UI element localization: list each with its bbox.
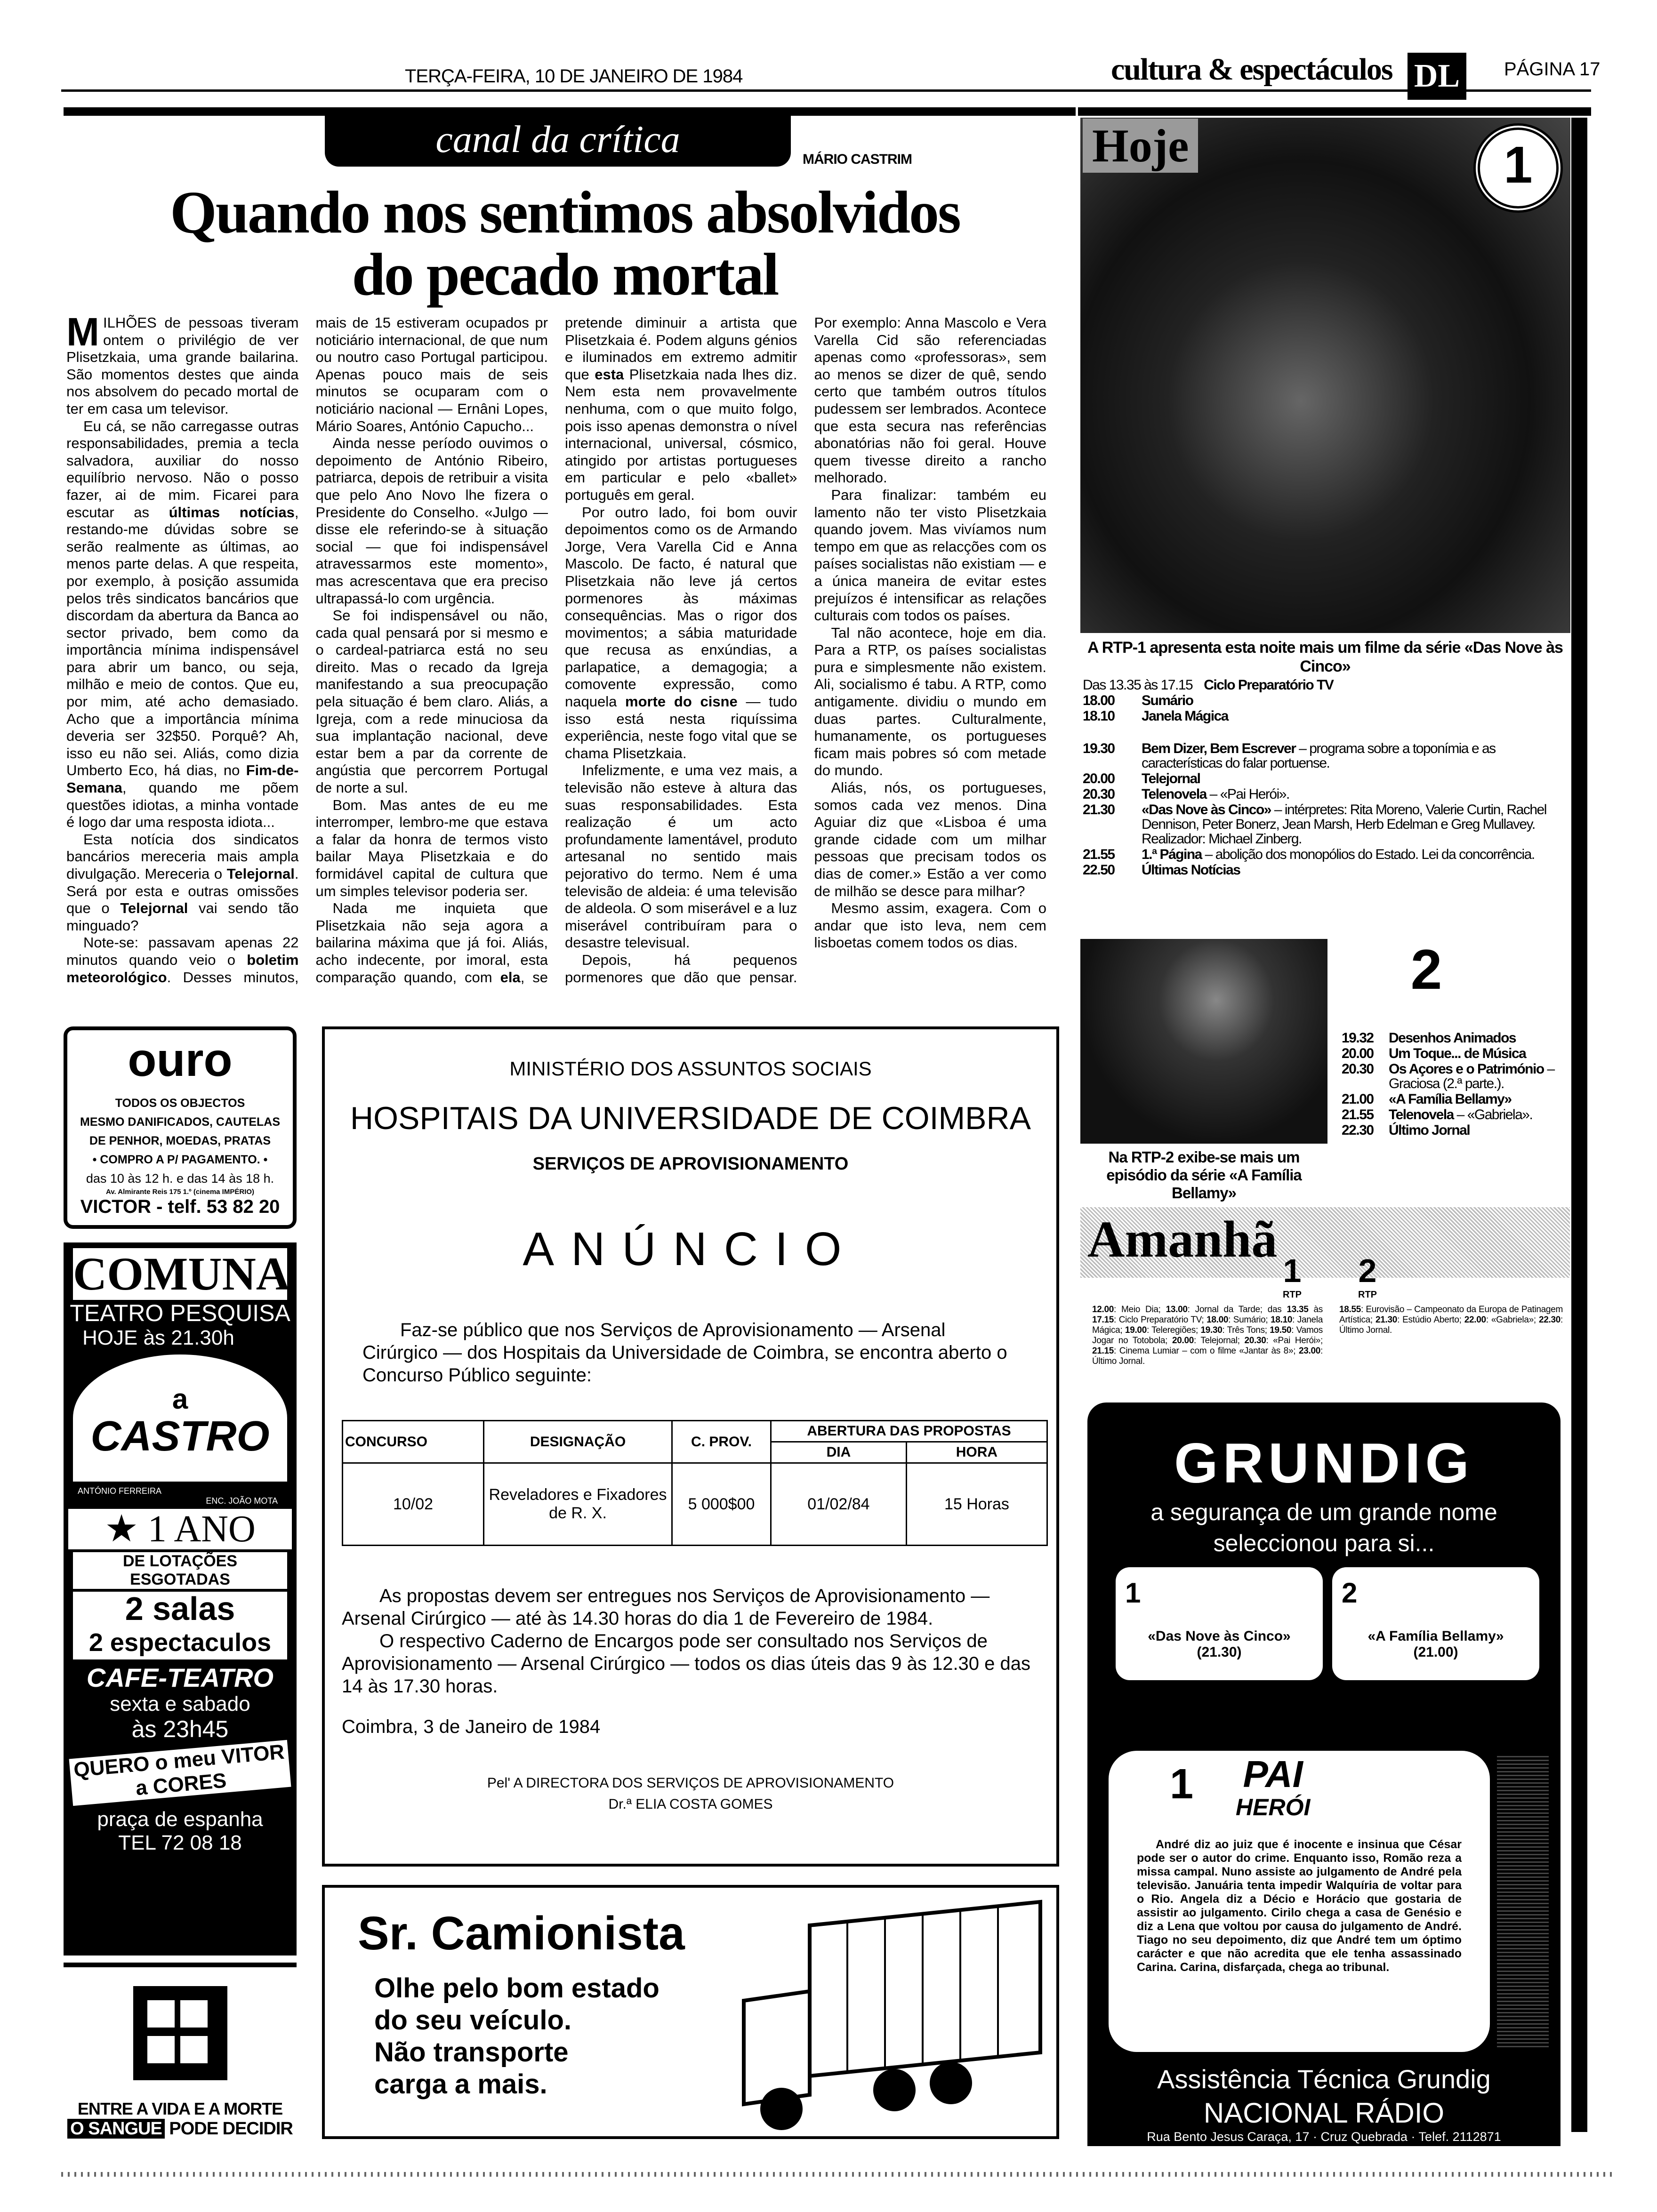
truck-icon bbox=[739, 1897, 1050, 2132]
text-run: Aliás, nós, os portugueses, somos cada vez menos. Dina Aguiar diz que «Lisboa é uma grande cidade com um milhar pessoas que precisam todos os dias de comer.» Estão a ver como de milhão se desce para milhar? bbox=[814, 779, 1046, 899]
grundig-brand: GRUNDIG bbox=[1174, 1432, 1474, 1495]
bold-run: 18.10 bbox=[1271, 1315, 1293, 1325]
rtp2-caption: Na RTP-2 exibe-se mais um episódio da série «A Família Bellamy» bbox=[1106, 1148, 1302, 1202]
text-run: Infelizmente, e uma vez mais, a televisão não esteve à altura das suas responsabilidades. Esta realização é um acto profundamente lamentável, produto artesanal no sentido mais pejorativo do termo. Nem é uma televisão de aldeia: é uma televisão de aldeola. O som miserável e a luz miserável contribuíram para o desastre televisual. bbox=[565, 762, 797, 951]
show2: QUERO o meu VITOR a CORES bbox=[69, 1740, 291, 1806]
listing-title: Um Toque... de Música bbox=[1389, 1046, 1526, 1061]
text-run: Se foi indispensável ou não, cada qual pensará por si mesmo e o cardeal-patriarca está no seu direito. Mas o recado da Igreja manifestando a sua preocupação pela situação é bem claro. Aliás, a Igreja, com a rede minuciosa da sua implantação nacional, deve estar bem a par da corrente de angústia que percorrem Portugal de norte a sul. bbox=[315, 607, 548, 796]
rtp1-listings bbox=[1083, 678, 1568, 878]
ministry: MINISTÉRIO DOS ASSUNTOS SOCIAIS bbox=[509, 1058, 872, 1080]
time: às 23h45 bbox=[131, 1716, 229, 1742]
listing-desc: – Graciosa (2.ª parte.). bbox=[1389, 1061, 1554, 1091]
listing-content bbox=[1142, 802, 1568, 846]
listing-time: 21.55 bbox=[1083, 847, 1115, 862]
listing-row bbox=[1083, 847, 1568, 862]
public-tender-notice bbox=[322, 1026, 1059, 1867]
ad-line: Não transporte bbox=[374, 2037, 569, 2068]
ad-when: HOJE às 21.30h bbox=[82, 1326, 234, 1349]
bold-run: 17.15 bbox=[1092, 1315, 1114, 1325]
ad-address: Av. Almirante Reis 175 1.º (cinema IMPÉRIO) bbox=[105, 1188, 255, 1196]
text-run: ILHÕES de pessoas tiveram ontem o privilégio de ver Plisetzkaia, uma grande bailarina. São momentos destes que ainda nos absolvem do pecado mortal de ter em casa um televisor. bbox=[66, 314, 299, 417]
logo-number: 1 bbox=[1283, 1252, 1302, 1289]
pick-title: «Das Nove às Cinco» bbox=[1148, 1628, 1291, 1644]
signer-name: Dr.ª ELIA COSTA GOMES bbox=[608, 1796, 773, 1812]
castro-logo bbox=[73, 1354, 287, 1482]
text-run: Depois, há pequenos pormenores que dão que pensar. Por exemplo: Anna Mascolo e Vera Varella Cid são referenciadas apenas como «professoras», sem ao menos se dizer de quê, sendo certo que também outros títulos pudessem ser lembrados. Acontece que esta secura nas referências abonatórias não foi geral. Houve quem tivesse direito a rancho melhorado. bbox=[565, 314, 1046, 986]
article-paragraph bbox=[316, 607, 548, 797]
col-subheader: HORA bbox=[906, 1442, 1047, 1463]
listing-content bbox=[1142, 771, 1200, 786]
listing-title: Telenovela bbox=[1142, 786, 1207, 802]
pick-rtp1 bbox=[1116, 1567, 1323, 1680]
article-body bbox=[66, 310, 1046, 997]
bold-run: 20.00 bbox=[1172, 1336, 1194, 1346]
text-run: Para finalizar: também eu lamento não ter visto Plisetzkaia quando jovem. Mas vivíamos num tempo em que as relacções com os países socialistas não existiam — e a única maneira de evitar estes prejuízos é intensificar as relações culturais com todos os países. bbox=[814, 486, 1046, 624]
listing-content bbox=[1142, 863, 1240, 877]
listing-time: 20.30 bbox=[1342, 1061, 1374, 1077]
pick-time: (21.30) bbox=[1197, 1644, 1242, 1660]
listing-row bbox=[1083, 741, 1568, 770]
col-header: ABERTURA DAS PROPOSTAS bbox=[771, 1421, 1047, 1442]
listing-time: 20.00 bbox=[1342, 1046, 1374, 1061]
pick-time: (21.00) bbox=[1413, 1644, 1458, 1660]
blood-donation-ad bbox=[64, 1963, 297, 2146]
bold-run: 19.00 bbox=[1125, 1325, 1147, 1335]
rooms-block bbox=[73, 1592, 287, 1659]
bold-run: 13.00 bbox=[1166, 1305, 1188, 1314]
credit: ENC. JOÃO MOTA bbox=[206, 1496, 278, 1506]
rtp1-logo-icon: 1 bbox=[1170, 1761, 1194, 1808]
text-run: : Ciclo Preparatório TV; bbox=[1114, 1315, 1207, 1325]
listing-time: 21.30 bbox=[1083, 802, 1115, 817]
logo-label: RTP bbox=[1358, 1290, 1377, 1300]
text-run: : Três Tons; bbox=[1222, 1325, 1270, 1335]
grundig-ad bbox=[1087, 1403, 1560, 2146]
listing-title: Bem Dizer, Bem Escrever bbox=[1142, 741, 1296, 756]
notice-body bbox=[342, 1585, 1048, 1698]
dealer-address: Rua Bento Jesus Caraça, 17 · Cruz Quebrada · Telef. 2112871 bbox=[1147, 2130, 1501, 2144]
bold-run: morte do cisne bbox=[625, 693, 738, 710]
ad-title: COMUNA bbox=[73, 1248, 290, 1300]
truck-driver-ad bbox=[322, 1885, 1059, 2139]
text-run: : Sumário; bbox=[1228, 1315, 1271, 1325]
listing-row bbox=[1342, 1107, 1563, 1122]
anniversary-text: 1 ANO bbox=[147, 1508, 256, 1550]
text-run: : Cinema Lumiar – com o filme «Jantar às 8»; bbox=[1114, 1346, 1299, 1356]
bold-run: últimas notícias bbox=[169, 504, 295, 521]
tv-screen bbox=[1109, 1751, 1490, 2052]
listing-content bbox=[1142, 693, 1193, 708]
blood-cross-icon bbox=[133, 1986, 227, 2080]
comuna-theatre-ad bbox=[64, 1242, 297, 1956]
bold-run: 12.00 bbox=[1092, 1305, 1114, 1314]
listing-desc: – abolição dos monopólios do Estado. Lei da concorrência. bbox=[1201, 847, 1535, 862]
tagline-line: seleccionou para si... bbox=[1213, 1530, 1435, 1556]
author-byline: MÁRIO CASTRIM bbox=[803, 152, 912, 167]
headline bbox=[94, 179, 1036, 308]
listing-title: «A Família Bellamy» bbox=[1389, 1091, 1512, 1107]
listing-title: Sumário bbox=[1142, 693, 1193, 708]
listing-content bbox=[1389, 1062, 1563, 1091]
listing-row bbox=[1083, 771, 1568, 786]
bottom-edge bbox=[61, 2172, 1615, 2177]
top-bar-right bbox=[1078, 107, 1591, 116]
listing-time: 20.00 bbox=[1083, 771, 1115, 786]
ad-message bbox=[374, 1972, 660, 2100]
text-run: : Jornal da Tarde; das bbox=[1187, 1305, 1287, 1314]
text-run: Por outro lado, foi bom ouvir depoimentos como os de Armando Jorge, Vera Varella Cid e Anna Mascolo. De facto, é natural que Plisetzkaia não leve já certos pormenores às máximas consequências. Mas o rigor dos movimentos; a sábia maturidade que recusa as enxúndias, a parlapatice, a demagogia; a comovente expressão, como naquela bbox=[565, 504, 797, 710]
drop-cap: M bbox=[66, 310, 99, 354]
bold-run: boletim meteorológico bbox=[66, 951, 299, 986]
ad-title: ouro bbox=[128, 1034, 233, 1086]
listing-row bbox=[1083, 802, 1568, 846]
listing-content bbox=[1389, 1046, 1526, 1061]
top-bar-left bbox=[64, 107, 1076, 116]
headline-line: do pecado mortal bbox=[352, 241, 778, 308]
ad-line-2 bbox=[64, 2119, 297, 2139]
listing-content bbox=[1204, 678, 1333, 692]
pai-heroi-logo bbox=[1236, 1755, 1310, 1821]
rtp2-photo bbox=[1080, 939, 1327, 1144]
article-paragraph bbox=[66, 418, 299, 831]
bold-run: Telejornal bbox=[120, 900, 188, 917]
listing-time: 19.30 bbox=[1083, 741, 1115, 756]
article-paragraph bbox=[814, 487, 1047, 625]
column-logo: canal da crítica bbox=[325, 116, 791, 167]
cell: 5 000$00 bbox=[672, 1463, 771, 1546]
listing-row bbox=[1342, 1123, 1563, 1138]
col-header: CONCURSO bbox=[343, 1421, 484, 1463]
ad-title: Sr. Camionista bbox=[358, 1907, 685, 1960]
ad-line: Olhe pelo bom estado bbox=[374, 1973, 660, 2004]
bold-run: 21.15 bbox=[1092, 1346, 1114, 1356]
bold-run: 18.55 bbox=[1339, 1305, 1361, 1314]
listing-row bbox=[1083, 787, 1568, 801]
today-label: Hoje bbox=[1083, 119, 1198, 173]
bold-run: 22.00 bbox=[1464, 1315, 1486, 1325]
listing-time: 22.50 bbox=[1083, 862, 1115, 878]
sold-out: DE LOTAÇÕES ESGOTADAS bbox=[73, 1552, 287, 1589]
logo-label: RTP bbox=[1283, 1290, 1302, 1300]
text-run: : «Gabriela»; bbox=[1486, 1315, 1539, 1325]
gold-buyer-ad bbox=[64, 1026, 297, 1229]
listing-title: Últimas Notícias bbox=[1142, 862, 1240, 878]
article-paragraph bbox=[565, 504, 797, 762]
rtp2-logo-number: 2 bbox=[1410, 938, 1438, 1001]
text-run: . Desses minutos, mais de 15 estiveram ocupados pr noticiário internacional, de que num ou noutro caso Portugal participou. Apenas pouco mais de seis minutos se ocuparam com o noticiário nacional — Ernâni Lopes, Mário Soares, António Capucho... bbox=[167, 314, 548, 986]
place-date: Coimbra, 3 de Janeiro de 1984 bbox=[342, 1716, 601, 1737]
bold-run: 13.35 bbox=[1287, 1305, 1309, 1314]
listing-time: Das 13.35 às 17.15 bbox=[1083, 677, 1193, 693]
text-run: Ainda nesse período ouvimos o depoimento de António Ribeiro, patriarca, depois de retribuir a visita que pelo Ano Novo lhe fizera o Presidente do Conselho. «Julgo — disse ele referindo-se à situação social — que foi indispensável atravessarmos este momento», mas acrescentava que era preciso ultrapassá-lo com urgência. bbox=[315, 435, 548, 607]
ad-subtitle: TEATRO PESQUISA bbox=[70, 1300, 290, 1326]
bold-run: esta bbox=[595, 366, 624, 383]
text-run: . Será por esta e outras omissões que o bbox=[66, 866, 299, 917]
listing-row bbox=[1083, 863, 1568, 877]
logo-word: PAI bbox=[1243, 1753, 1303, 1795]
listing-time: 19.32 bbox=[1342, 1030, 1374, 1046]
tv-control-panel bbox=[1497, 1755, 1549, 2047]
ad-contact: VICTOR - telf. 53 82 20 bbox=[80, 1196, 280, 1217]
text-run: Esta notícia dos sindicatos bancários mereceria mais ampla divulgação. Mereceria o bbox=[66, 831, 299, 882]
organization: HOSPITAIS DA UNIVERSIDADE DE COIMBRA bbox=[350, 1100, 1031, 1136]
ad-line: carga a mais. bbox=[374, 2069, 547, 2100]
bold-run: Telejornal bbox=[226, 866, 295, 882]
listing-time: 22.30 bbox=[1342, 1122, 1374, 1138]
shows: 2 espectaculos bbox=[88, 1628, 272, 1657]
listing-row bbox=[1342, 1062, 1563, 1091]
listing-time: 21.00 bbox=[1342, 1091, 1374, 1107]
col-header: DESIGNAÇÃO bbox=[484, 1421, 672, 1463]
credit: ANTÓNIO FERREIRA bbox=[78, 1486, 162, 1496]
bold-run: ela bbox=[500, 969, 521, 986]
header-rule bbox=[61, 89, 1591, 92]
article-paragraph bbox=[316, 435, 548, 607]
listing-desc: – «Gabriela». bbox=[1453, 1107, 1533, 1122]
listing-time: 21.55 bbox=[1342, 1107, 1374, 1122]
text-run: , quando me põem questões idiotas, a minha vontade é logo dar uma resposta idiota... bbox=[66, 779, 299, 831]
listing-title: Desenhos Animados bbox=[1389, 1030, 1516, 1046]
text-run: Plisetzkaia nada lhes diz. Nem esta nem provavelmente nenhuma, com o que muito folgo, pois isso apenas demonstra o nível internacional, universal, cósmico, atingido por artistas portugueses em particular e pelo «ballet» português em geral. bbox=[565, 366, 797, 503]
bold-run: 18.00 bbox=[1207, 1315, 1229, 1325]
text-run: : Meio Dia; bbox=[1114, 1305, 1166, 1314]
listing-title: 1.ª Página bbox=[1142, 847, 1202, 862]
article-paragraph bbox=[814, 900, 1047, 952]
cell: 10/02 bbox=[343, 1463, 484, 1546]
listing-title: Os Açores e o Património bbox=[1389, 1061, 1544, 1077]
text-run: vai sendo tão minguado? bbox=[66, 900, 299, 934]
signer-role: Pel' A DIRECTORA DOS SERVIÇOS DE APROVISIONAMENTO bbox=[487, 1775, 894, 1791]
rtp1-logo-icon: 1 bbox=[1125, 1577, 1141, 1609]
notice-paragraph: O respectivo Caderno de Encargos pode ser consultado nos Serviços de Aprovisionamento — Arsenal Cirúrgico — todos os dias úteis das 9 às 12.30 e das 14 às 17.30 horas. bbox=[342, 1631, 1031, 1697]
listing-title: Janela Mágica bbox=[1142, 708, 1228, 724]
col-header: C. PROV. bbox=[672, 1421, 771, 1463]
article-paragraph bbox=[66, 831, 299, 935]
text-run: Eu cá, se não carregasse outras responsabilidades, premia a tecla salvadora, auxiliar do nosso equilíbrio nervoso. Não o posso fazer, ai de mim. Ficarei para escutar as bbox=[66, 417, 299, 521]
headline-line: Quando nos sentimos absolvidos bbox=[170, 179, 960, 246]
tomorrow-rtp2 bbox=[1339, 1305, 1563, 1336]
tomorrow-label: Amanhã bbox=[1087, 1210, 1278, 1268]
listing-row bbox=[1083, 693, 1568, 708]
bold-run: 19.50 bbox=[1270, 1325, 1292, 1335]
listing-title: Telejornal bbox=[1142, 771, 1200, 786]
article-paragraph bbox=[814, 625, 1047, 779]
tomorrow-rtp1 bbox=[1092, 1305, 1323, 1367]
bold-run: 21.30 bbox=[1375, 1315, 1398, 1325]
page-number: PÁGINA 17 bbox=[1504, 59, 1601, 80]
listing-content bbox=[1389, 1092, 1512, 1106]
text-run: Nada me inquieta que Plisetzkaia não seja agora a bailarina máxima que já foi. Aliás, acho indecente, por imoral, esta comparação quando, com bbox=[315, 900, 548, 986]
listing-title: Ciclo Preparatório TV bbox=[1204, 677, 1334, 693]
listing-content bbox=[1389, 1031, 1516, 1045]
listing-content bbox=[1142, 709, 1228, 723]
logo-number: 2 bbox=[1358, 1252, 1377, 1289]
sidebar-border bbox=[1571, 118, 1587, 2132]
anniversary bbox=[68, 1509, 292, 1549]
cell: 15 Horas bbox=[906, 1463, 1047, 1546]
pick-rtp2 bbox=[1332, 1567, 1539, 1680]
text-run: Mesmo assim, exagera. Com o andar que isto leva, nem cem lisboetas comem todos os dias. bbox=[814, 900, 1046, 951]
logo-word: HERÓI bbox=[1236, 1794, 1311, 1820]
ad-line: MESMO DANIFICADOS, CAUTELAS bbox=[80, 1115, 280, 1129]
ad-line: das 10 às 12 h. e das 14 às 18 h. bbox=[86, 1171, 274, 1186]
ad-line: ENTRE A VIDA E A MORTE bbox=[77, 2099, 283, 2118]
text-run: : Janela Mágica; bbox=[1092, 1315, 1323, 1335]
ad-line: TODOS OS OBJECTOS bbox=[115, 1097, 245, 1110]
rtp1-logo-small-icon bbox=[1266, 1252, 1318, 1300]
listing-time: 18.00 bbox=[1083, 693, 1115, 708]
show-a: a bbox=[172, 1383, 188, 1415]
text-run: : Vamos Jogar no Totobola; bbox=[1092, 1325, 1323, 1346]
service-label: Assistência Técnica Grundig bbox=[1157, 2064, 1491, 2094]
notice-paragraph: As propostas devem ser entregues nos Serviços de Aprovisionamento — Arsenal Cirúrgico — até às 14.30 horas do dia 1 de Fevereiro de 1984. bbox=[342, 1586, 990, 1629]
ad-line: • COMPRO A P/ PAGAMENTO. • bbox=[92, 1153, 268, 1166]
article-paragraph bbox=[66, 310, 299, 418]
department: SERVIÇOS DE APROVISIONAMENTO bbox=[532, 1154, 849, 1174]
article-paragraph bbox=[565, 762, 797, 952]
table-row bbox=[343, 1463, 1047, 1546]
place: praça de espanha bbox=[97, 1808, 263, 1831]
phone: TEL 72 08 18 bbox=[118, 1831, 242, 1854]
rtp1-caption: A RTP-1 apresenta esta noite mais um filme da série «Das Nove às Cinco» bbox=[1087, 639, 1563, 675]
issue-date: TERÇA-FEIRA, 10 DE JANEIRO DE 1984 bbox=[405, 66, 743, 87]
text-run: Bom. Mas antes de eu me interromper, lembro-me que estava a falar da honra de termos visto bailar Maya Plisetzkaia e do formidável capital de cultura que um simples televisor poderia ser. bbox=[315, 796, 548, 899]
ad-line: DE PENHOR, MOEDAS, PRATAS bbox=[89, 1134, 271, 1147]
bold-run: 20.30 bbox=[1244, 1336, 1266, 1346]
rtp2-logo-small-icon bbox=[1342, 1252, 1393, 1300]
section-title: cultura & espectáculos bbox=[1111, 52, 1392, 87]
text-run: : Eurovisão – Campeonato da Europa de Patinagem Artística; bbox=[1339, 1305, 1563, 1325]
cell: Reveladores e Fixadores de R. X. bbox=[484, 1463, 672, 1546]
text-run: , se pretende diminuir a artista que Plisetzkaia é. Podem alguns génios e iluminados em extremo admitir que bbox=[520, 314, 797, 986]
text-run: , restando-me dúvidas sobre se serão realmente as últimas, ao menos parte delas. A que respeita, por exemplo, à posição assumida pelos três sindicatos bancários que discordam da abertura da Banca ao sector privado, bem como da importância mínima indispensável para abrir um banco, ou seja, milhão e meio de contos. Que eu, por mim, até acho demasiado. Acho que a importância mínima deveria ser 32$50. Porquê? Ah, isso eu não sei. Aliás, como dizia Umberto Eco, há dias, no bbox=[66, 504, 299, 779]
listing-content bbox=[1389, 1107, 1532, 1122]
rtp2-logo-icon bbox=[1356, 934, 1492, 1005]
bold-run: 22.30 bbox=[1538, 1315, 1560, 1325]
rtp2-listings bbox=[1342, 1031, 1563, 1138]
bold-run: 23.00 bbox=[1298, 1346, 1321, 1356]
listing-row bbox=[1342, 1046, 1563, 1061]
text-run: Tal não acontece, hoje em dia. Para a RTP, os países socialistas pura e simplesmente não existem. Ali, socialismo é tabu. A RTP, como antigamente. dividiu o mundo em duas partes. Culturalmente, humanamente, os portugueses ficam mais pobres só com metade do mundo. bbox=[814, 624, 1046, 779]
listing-row bbox=[1342, 1092, 1563, 1106]
listing-row bbox=[1342, 1031, 1563, 1045]
text-run: : Último Jornal. bbox=[1092, 1346, 1323, 1366]
text-run: Note-se: passavam apenas 22 minutos quando veio o bbox=[66, 934, 299, 968]
dealer-name: NACIONAL RÁDIO bbox=[1203, 2097, 1445, 2129]
listing-desc: – programa sobre a toponímia e as características do falar portuense. bbox=[1142, 741, 1496, 771]
newspaper-logo: DL bbox=[1408, 53, 1466, 100]
listing-content bbox=[1142, 787, 1289, 801]
text-run: : Estúdio Aberto; bbox=[1397, 1315, 1464, 1325]
listing-title: Último Jornal bbox=[1389, 1122, 1470, 1138]
listing-content bbox=[1389, 1123, 1470, 1138]
listing-time: 18.10 bbox=[1083, 708, 1115, 724]
listing-row bbox=[1083, 709, 1568, 723]
text-run: — tudo isso está nesta riquíssima experiência, neste fogo vital que se chama Plisetzkaia. bbox=[565, 693, 797, 761]
show-title: CASTRO bbox=[90, 1413, 270, 1460]
text-run: : Teleregiões; bbox=[1146, 1325, 1201, 1335]
col-subheader: DIA bbox=[771, 1442, 907, 1463]
tender-table bbox=[342, 1420, 1048, 1546]
listing-content bbox=[1142, 741, 1568, 770]
rooms: 2 salas bbox=[125, 1590, 235, 1627]
notice-title: ANÚNCIO bbox=[523, 1223, 859, 1275]
cafe-teatro: CAFE-TEATRO bbox=[86, 1663, 274, 1692]
listing-title: «Das Nove às Cinco» bbox=[1142, 802, 1271, 817]
grundig-tagline bbox=[1087, 1497, 1560, 1559]
rtp2-logo-icon: 2 bbox=[1342, 1577, 1358, 1609]
text-run: : «Pai Herói»; bbox=[1266, 1336, 1323, 1346]
synopsis: André diz ao juiz que é inocente e insinua que César pode ser o autor do crime. Enquanto isso, Romão reza a missa campal. Nuno assiste ao julgamento de André pela televisão. Januária tenta impedir Walquíria de voltar para o Rio. Angela diz a Décio e Horácio que gostaria de assistir ao julgamento. Cirilo chega a casa de Genésio e diz a Lena que voltou por causa do julgamento de André. Tiago no seu depoimento, diz que André tem um óptimo carácter e que não acredita que ele tenha assassinado Carina. Carina, disfarçada, chega ao tribunal. bbox=[1137, 1838, 1462, 1974]
days: sexta e sabado bbox=[110, 1692, 250, 1715]
text-run: : Último Jornal. bbox=[1339, 1315, 1563, 1335]
listing-content bbox=[1142, 847, 1535, 862]
listing-row bbox=[1083, 678, 1568, 692]
listing-title: Telenovela bbox=[1389, 1107, 1454, 1122]
rtp1-logo-icon: 1 bbox=[1473, 123, 1563, 213]
ad-highlight: O SANGUE bbox=[67, 2119, 165, 2139]
article-paragraph bbox=[814, 779, 1047, 900]
listing-desc: – intérpretes: Rita Moreno, Valerie Curtin, Rachel Dennison, Peter Bonerz, Jean Marsh, Herb Edelman e Greg Mullavey. Realizador: Michael Zinberg. bbox=[1142, 802, 1546, 847]
article-paragraph bbox=[316, 797, 548, 900]
text-run: : Telejornal; bbox=[1193, 1336, 1245, 1346]
bold-run: 19.30 bbox=[1200, 1325, 1223, 1335]
notice-intro: Faz-se público que nos Serviços de Aprovisionamento — Arsenal Cirúrgico — dos Hospitais da Universidade de Coimbra, se encontra aberto o Concurso Público seguinte: bbox=[362, 1320, 1007, 1386]
cell: 01/02/84 bbox=[771, 1463, 907, 1546]
tagline-line: a segurança de um grande nome bbox=[1150, 1499, 1497, 1525]
listing-time: 20.30 bbox=[1083, 786, 1115, 802]
pick-title: «A Família Bellamy» bbox=[1367, 1628, 1504, 1644]
ad-line: do seu veículo. bbox=[374, 2005, 571, 2036]
text-run: às bbox=[1308, 1305, 1323, 1314]
bold-run: Fim-de-Semana bbox=[66, 762, 299, 796]
star-icon: ★ bbox=[105, 1508, 148, 1550]
ad-lines bbox=[67, 1094, 293, 1188]
listing-desc: – «Pai Herói». bbox=[1206, 786, 1289, 802]
ad-text: PODE DECIDIR bbox=[169, 2119, 293, 2139]
